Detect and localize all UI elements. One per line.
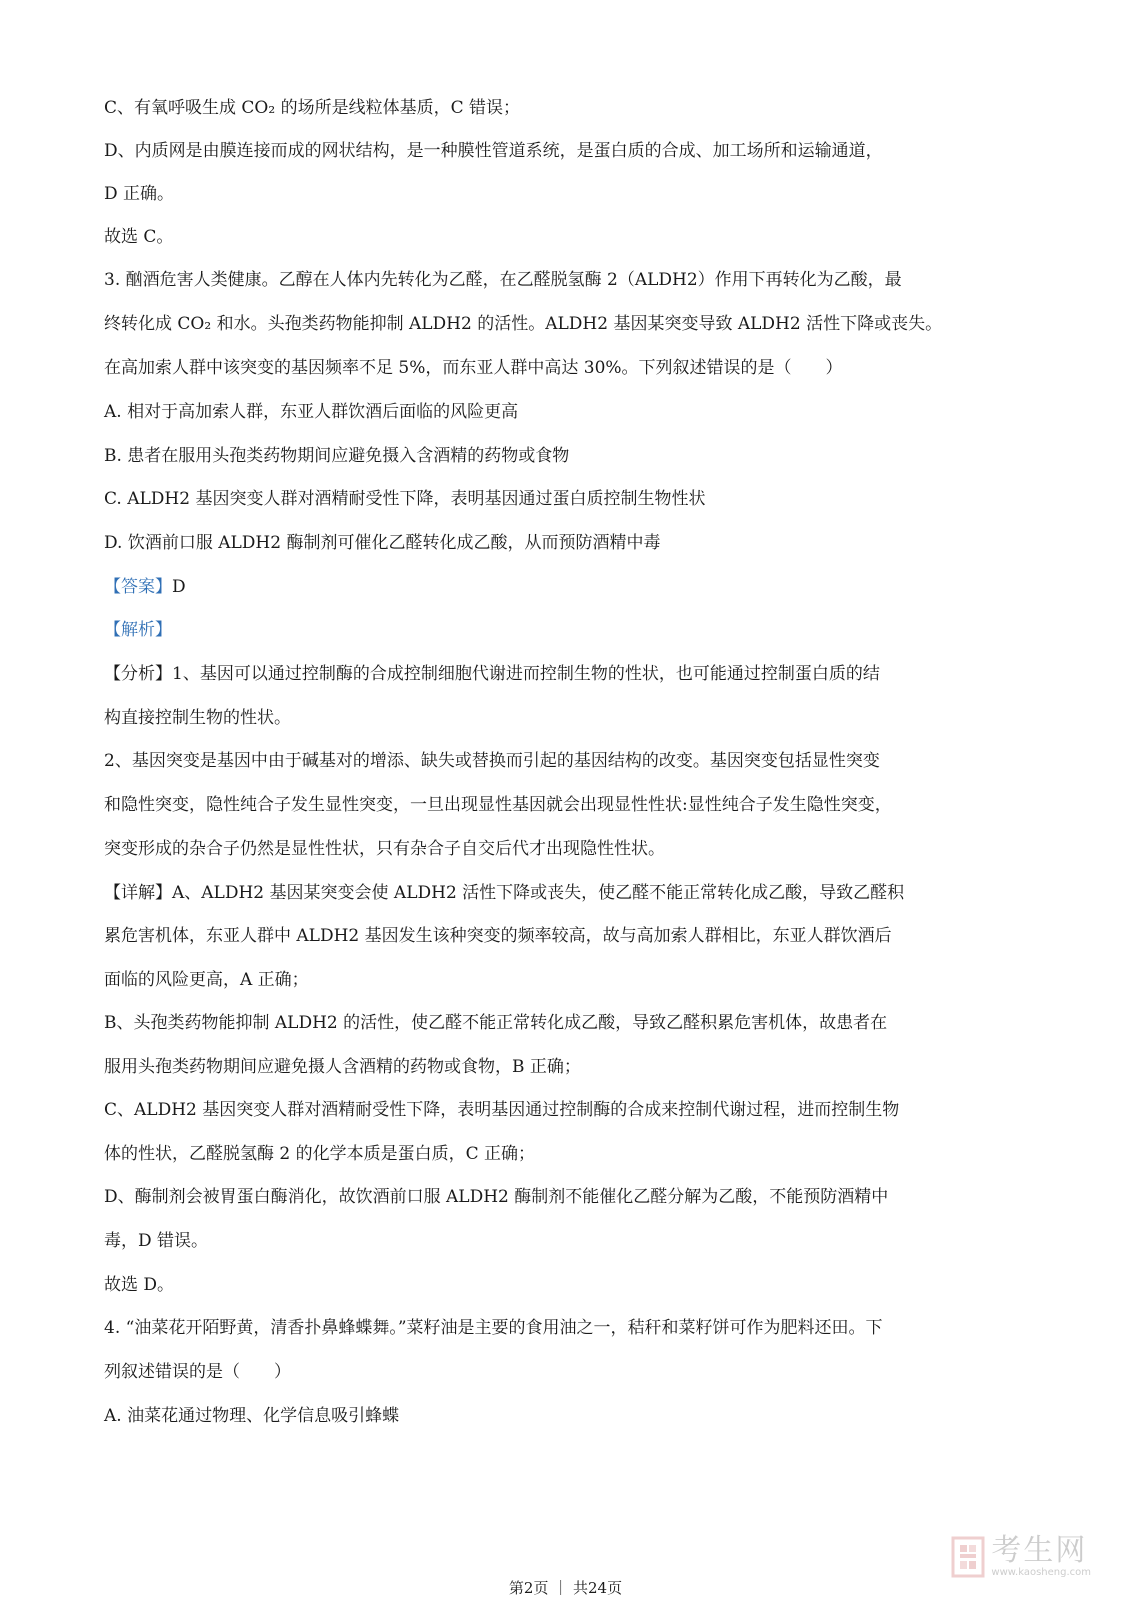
option-a: A. 油菜花通过物理、化学信息吸引蜂蝶 bbox=[104, 1406, 400, 1426]
text-line: 突变形成的杂合子仍然是显性性状，只有杂合子自交后代才出现隐性性状。 bbox=[104, 839, 665, 859]
text-line: 毒，D 错误。 bbox=[104, 1231, 209, 1251]
answer-tag: 【答案】 bbox=[104, 577, 172, 597]
text-line: 面临的风险更高，A 正确； bbox=[104, 970, 309, 990]
option-a: A. 相对于高加索人群，东亚人群饮酒后面临的风险更高 bbox=[104, 402, 519, 422]
text-line: 2、基因突变是基因中由于碱基对的增添、缺失或替换而引起的基因结构的改变。基因突变包括显性突变 bbox=[104, 751, 880, 771]
text-line: D 正确。 bbox=[104, 184, 175, 204]
watermark-name: 考生网 bbox=[991, 1533, 1088, 1568]
text-line: 和隐性突变，隐性纯合子发生显性突变，一旦出现显性基因就会出现显性性状:显性纯合子发生隐性突变， bbox=[104, 795, 892, 815]
watermark bbox=[951, 1535, 1091, 1579]
text-line: 故选 C。 bbox=[104, 227, 174, 247]
text-line: 终转化成 CO₂ 和水。头孢类药物能抑制 ALDH2 的活性。ALDH2 基因某突变导致 ALDH2 活性下降或丧失。 bbox=[104, 314, 943, 334]
text-line: 【详解】A、ALDH2 基因某突变会使 ALDH2 活性下降或丧失，使乙醛不能正常转化成乙酸，导致乙醛积 bbox=[104, 883, 905, 903]
watermark-logo-icon bbox=[951, 1536, 985, 1578]
text-line: 列叙述错误的是（ ） bbox=[104, 1362, 291, 1382]
text-line: C、ALDH2 基因突变人群对酒精耐受性下降，表明基因通过控制酶的合成来控制代谢过程，进而控制生物 bbox=[104, 1100, 900, 1120]
question-3-stem: 3. 酗酒危害人类健康。乙醇在人体内先转化为乙醛，在乙醛脱氢酶 2（ALDH2）作用下再转化为乙酸，最 bbox=[104, 270, 902, 290]
option-b: B. 患者在服用头孢类药物期间应避免摄入含酒精的药物或食物 bbox=[104, 446, 570, 466]
text-line: 服用头孢类药物期间应避免摄人含酒精的药物或食物，B 正确； bbox=[104, 1057, 581, 1077]
text-line: 【分析】1、基因可以通过控制酶的合成控制细胞代谢进而控制生物的性状，也可能通过控制蛋白质的结 bbox=[104, 664, 880, 684]
text-line: 构直接控制生物的性状。 bbox=[104, 708, 291, 728]
answer-value: D bbox=[172, 577, 186, 597]
text-line: C、有氧呼吸生成 CO₂ 的场所是线粒体基质，C 错误； bbox=[104, 98, 520, 118]
text-line: D、内质网是由膜连接而成的网状结构，是一种膜性管道系统，是蛋白质的合成、加工场所和运输通道， bbox=[104, 141, 883, 161]
text-line: 体的性状，乙醛脱氢酶 2 的化学本质是蛋白质，C 正确； bbox=[104, 1144, 536, 1164]
text-line: B、头孢类药物能抑制 ALDH2 的活性，使乙醛不能正常转化成乙酸，导致乙醛积累危害机体，故患者在 bbox=[104, 1013, 888, 1033]
text-line: 累危害机体，东亚人群中 ALDH2 基因发生该种突变的频率较高，故与高加索人群相比，东亚人群饮酒后 bbox=[104, 926, 892, 946]
text-line: D、酶制剂会被胃蛋白酶消化，故饮酒前口服 ALDH2 酶制剂不能催化乙醛分解为乙酸，不能预防酒精中 bbox=[104, 1187, 889, 1207]
option-c: C. ALDH2 基因突变人群对酒精耐受性下降，表明基因通过蛋白质控制生物性状 bbox=[104, 489, 706, 509]
watermark-url: www.kaosheng.com bbox=[991, 1567, 1091, 1578]
page-footer: 第2页 ｜ 共24页 bbox=[508, 1579, 623, 1597]
text-line: 故选 D。 bbox=[104, 1275, 175, 1295]
text-line: 在高加索人群中该突变的基因频率不足 5%，而东亚人群中高达 30%。下列叙述错误的是（ ） bbox=[104, 358, 843, 378]
answer-line bbox=[104, 574, 186, 600]
option-d: D. 饮酒前口服 ALDH2 酶制剂可催化乙醛转化成乙酸，从而预防酒精中毒 bbox=[104, 533, 661, 553]
analysis-tag: 【解析】 bbox=[104, 620, 172, 640]
question-4-stem: 4. “油菜花开陌野黄，清香扑鼻蜂蝶舞。”菜籽油是主要的食用油之一，秸秆和菜籽饼可作为肥料还田。下 bbox=[104, 1318, 883, 1338]
